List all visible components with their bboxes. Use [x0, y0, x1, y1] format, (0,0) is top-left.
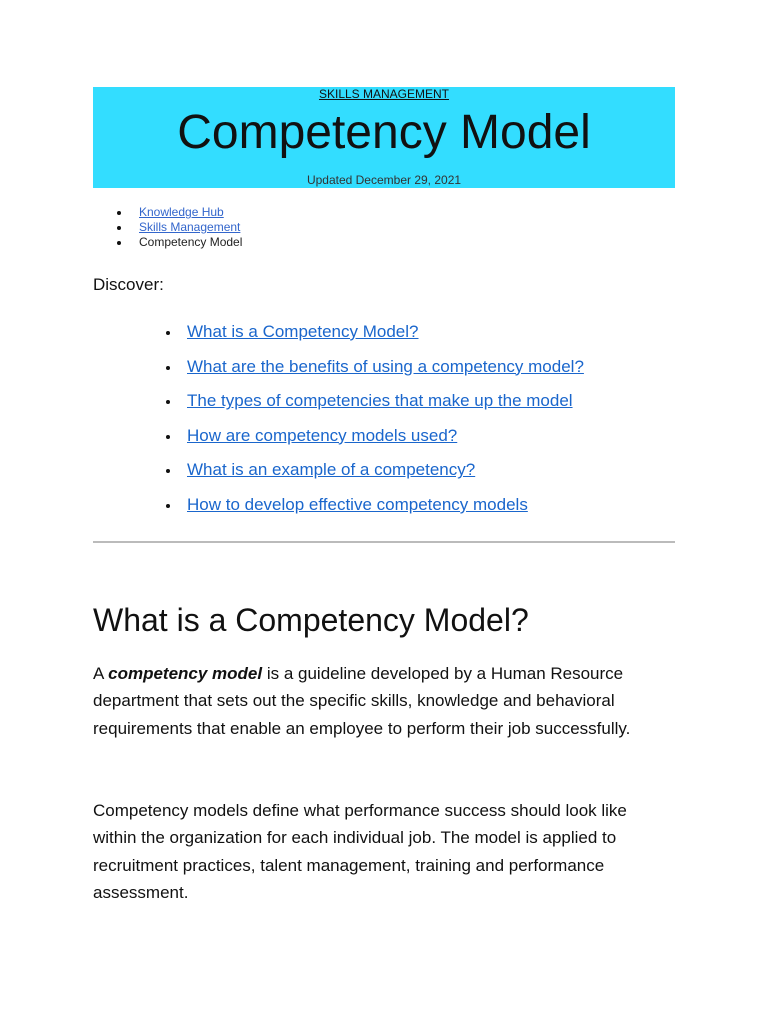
- toc-link-example[interactable]: What is an example of a competency?: [187, 460, 476, 480]
- toc-item: [93, 320, 584, 355]
- paragraph-definition: [93, 660, 675, 742]
- paragraph-lead: A: [93, 664, 109, 683]
- breadcrumb-link-knowledge-hub[interactable]: Knowledge Hub: [139, 205, 224, 219]
- table-of-contents: [93, 320, 584, 528]
- toc-item: [93, 458, 584, 493]
- breadcrumb-item: [93, 235, 242, 250]
- breadcrumb-item: [93, 220, 242, 235]
- toc-link-develop[interactable]: How to develop effective competency models: [187, 494, 528, 514]
- section-divider: [93, 541, 675, 543]
- toc-link-what-is[interactable]: What is a Competency Model?: [187, 322, 419, 341]
- hero-banner: [93, 87, 675, 188]
- breadcrumb-current: Competency Model: [139, 235, 243, 249]
- toc-link-benefits[interactable]: What are the benefits of using a competency model?: [187, 356, 584, 376]
- breadcrumb-item: [93, 205, 242, 220]
- breadcrumb-link-skills-management[interactable]: Skills Management: [139, 220, 241, 234]
- toc-link-how-used[interactable]: How are competency models used?: [187, 425, 458, 445]
- key-term: competency model: [108, 664, 263, 683]
- category-link[interactable]: SKILLS MANAGEMENT: [318, 87, 450, 101]
- paragraph-purpose: Competency models define what performance success should look like within the organization for each individual job. The model is applied to recruitment practices, talent management, training and performance assessment.: [93, 801, 627, 902]
- toc-item: [93, 493, 584, 528]
- toc-link-types[interactable]: The types of competencies that make up the model: [187, 391, 573, 411]
- discover-label: Discover:: [93, 275, 164, 294]
- toc-item: [93, 355, 584, 390]
- updated-date: Updated December 29, 2021: [306, 173, 462, 187]
- paragraph-body: is a guideline developed by a Human Resource department that sets out the specific skills, knowledge and behavioral requirements that enable an employee to perform their job successfully.: [93, 664, 631, 738]
- section-heading: What is a Competency Model?: [93, 602, 529, 638]
- breadcrumb: [93, 205, 242, 250]
- toc-item: [93, 389, 584, 424]
- toc-item: [93, 424, 584, 459]
- page-title: Competency Model: [177, 106, 591, 159]
